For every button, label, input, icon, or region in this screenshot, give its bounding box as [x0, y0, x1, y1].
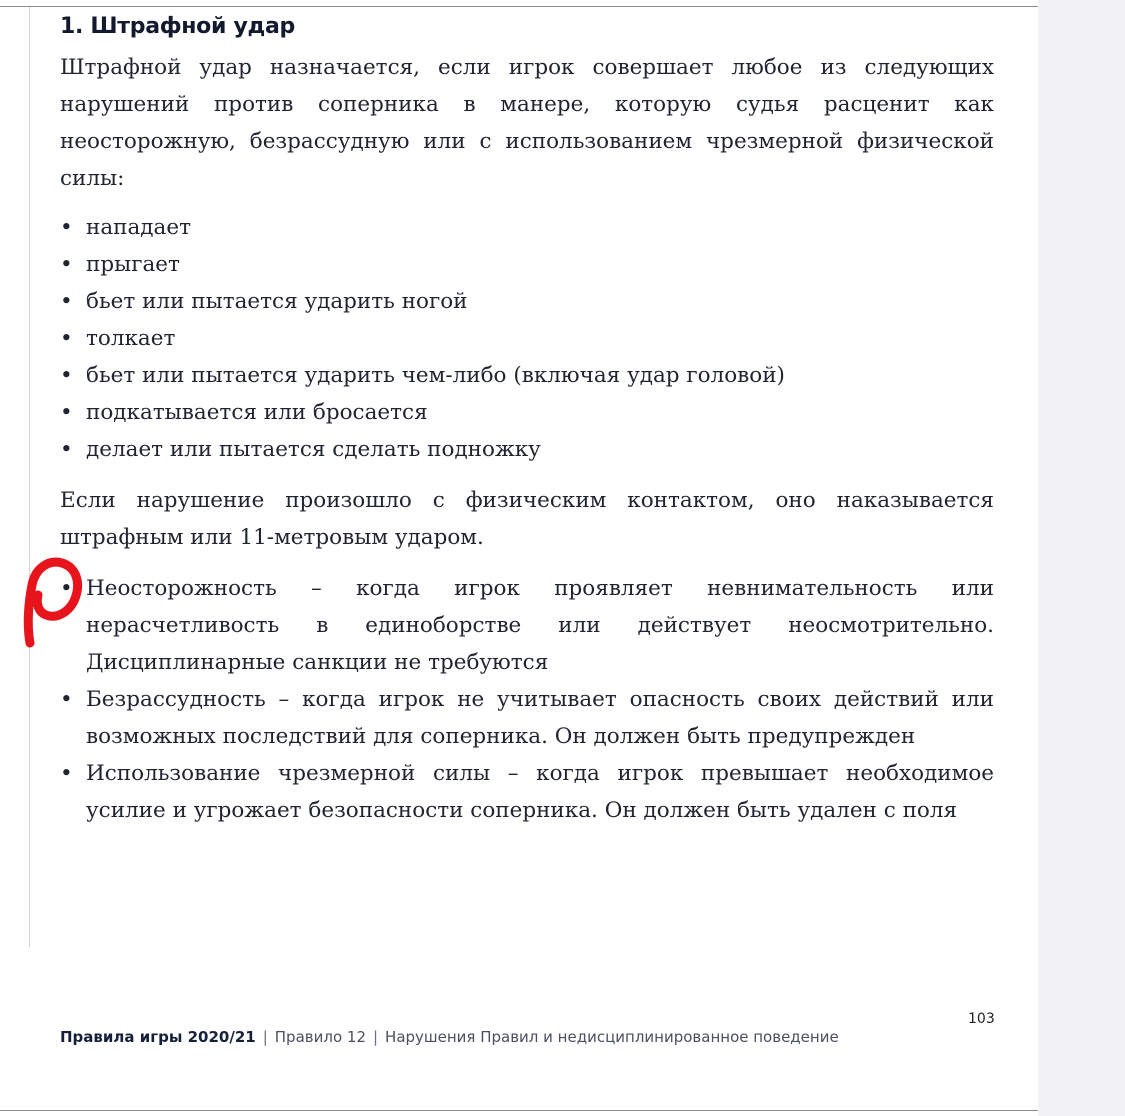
- document-page: [60, 14, 994, 829]
- list-item: • толкает: [60, 326, 176, 351]
- footer-chapter: Нарушения Правил и недисциплинированное поведение: [385, 1028, 839, 1046]
- list-item: • нападает: [60, 215, 191, 240]
- contact-note-paragraph: Если нарушение произошло с физическим контактом, оно наказывается штрафным или 11-метровым ударом.: [60, 488, 994, 550]
- footer-rule: Правило 12: [274, 1028, 366, 1046]
- page-footer: [60, 1028, 839, 1046]
- definition-item: • Безрассудность – когда игрок не учитывает опасность своих действий или возможных последствий для соперника. Он должен быть предупрежден: [60, 687, 994, 749]
- handwritten-circle-mark-icon: [18, 555, 88, 650]
- section-title: 1. Штрафной удар: [60, 14, 295, 39]
- offence-list: [60, 209, 994, 468]
- definition-list: [60, 570, 994, 829]
- list-item: • прыгает: [60, 252, 180, 277]
- definition-item: • Неосторожность – когда игрок проявляет невнимательность или нерасчетливость в единоборстве или действует неосмотрительно. Дисциплинарные санкции не требуются: [60, 576, 994, 675]
- definition-item: • Использование чрезмерной силы – когда игрок превышает необходимое усилие и угрожает безопасности соперника. Он должен быть удален с поля: [60, 761, 994, 823]
- list-item: • делает или пытается сделать подножку: [60, 437, 541, 462]
- left-margin-line: [29, 7, 30, 947]
- list-item: • бьет или пытается ударить ногой: [60, 289, 468, 314]
- list-item: • подкатывается или бросается: [60, 400, 428, 425]
- page-number: 103: [968, 1011, 995, 1027]
- footer-brand: Правила игры 2020/21: [60, 1028, 256, 1046]
- intro-paragraph: Штрафной удар назначается, если игрок совершает любое из следующих нарушений против соперника в манере, которую судья расценит как неосторожную, безрассудную или с использованием чрезмерной физической силы:: [60, 55, 994, 191]
- top-divider: [0, 6, 1038, 7]
- footer-separator: |: [372, 1028, 379, 1046]
- list-item: • бьет или пытается ударить чем-либо (включая удар головой): [60, 363, 785, 388]
- side-panel: [1038, 0, 1125, 1116]
- footer-separator: |: [262, 1028, 268, 1046]
- bottom-divider: [0, 1110, 1038, 1111]
